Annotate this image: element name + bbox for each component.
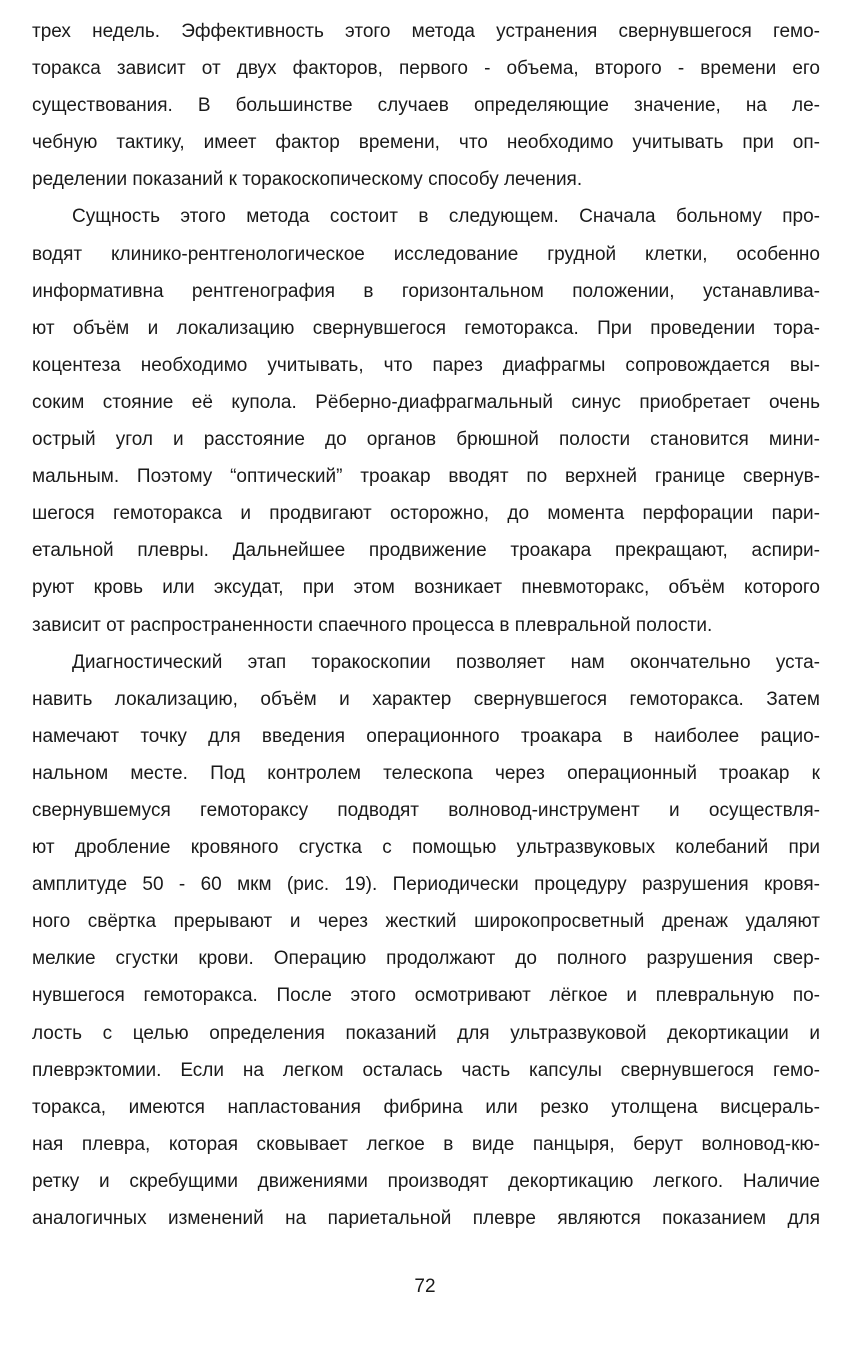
text-line: амплитуде 50 - 60 мкм (рис. 19). Периодически процедуру разрушения кровя- bbox=[32, 874, 820, 896]
paragraph-1 bbox=[32, 13, 820, 198]
text-line: Сущность этого метода состоит в следующем. Сначала больному про- bbox=[72, 206, 820, 228]
page-number: 72 bbox=[414, 1276, 436, 1297]
text-line: торакса, имеются напластования фибрина или резко утолщена висцераль- bbox=[32, 1096, 820, 1118]
text-line: ределении показаний к торакоскопическому способу лечения. bbox=[32, 169, 583, 191]
text-line: ют объём и локализацию свернувшегося гемоторакса. При проведении тора- bbox=[32, 317, 820, 339]
text-line: шегося гемоторакса и продвигают осторожно, до момента перфорации пари- bbox=[32, 503, 820, 525]
text-line: острый угол и расстояние до органов брюшной полости становится мини- bbox=[32, 429, 820, 451]
page-body bbox=[32, 13, 820, 1237]
paragraph-2 bbox=[32, 198, 820, 643]
text-line: лость с целью определения показаний для ультразвуковой декортикации и bbox=[32, 1022, 820, 1044]
text-line: нувшегося гемоторакса. После этого осмотривают лёгкое и плевральную по- bbox=[32, 985, 820, 1007]
text-line: аналогичных изменений на париетальной плевре являются показанием для bbox=[32, 1208, 820, 1229]
text-line: етальной плевры. Дальнейшее продвижение троакара прекращают, аспири- bbox=[32, 540, 820, 562]
text-line: информативна рентгенография в горизонтальном положении, устанавлива- bbox=[32, 280, 820, 302]
text-line: руют кровь или эксудат, при этом возникает пневмоторакс, объём которого bbox=[32, 577, 820, 599]
text-line: навить локализацию, объём и характер свернувшегося гемоторакса. Затем bbox=[32, 688, 820, 710]
text-line: чебную тактику, имеет фактор времени, что необходимо учитывать при оп- bbox=[32, 132, 820, 154]
text-line: ют дробление кровяного сгустка с помощью ультразвуковых колебаний при bbox=[32, 837, 820, 859]
text-line: трех недель. Эффективность этого метода устранения свернувшегося гемо- bbox=[32, 21, 820, 42]
text-line: существования. В большинстве случаев определяющие значение, на ле- bbox=[32, 95, 820, 117]
text-line: намечают точку для введения операционного троакара в наиболее рацио- bbox=[32, 725, 820, 747]
text-line: нальном месте. Под контролем телескопа через операционный троакар к bbox=[32, 762, 820, 784]
text-line: водят клинико-рентгенологическое исследование грудной клетки, особенно bbox=[32, 243, 820, 265]
text-line: мелкие сгустки крови. Операцию продолжают до полного разрушения свер- bbox=[32, 948, 820, 970]
text-line: плеврэктомии. Если на легком осталась часть капсулы свернувшегося гемо- bbox=[32, 1059, 820, 1081]
text-line: ная плевра, которая сковывает легкое в виде панцыря, берут волновод-кю- bbox=[32, 1133, 820, 1155]
text-line: ного свёртка прерывают и через жесткий широкопросветный дренаж удаляют bbox=[32, 911, 820, 933]
text-line: зависит от распространенности спаечного процесса в плевральной полости. bbox=[32, 614, 713, 636]
text-line: свернувшемуся гемотораксу подводят волновод-инструмент и осуществля- bbox=[32, 799, 820, 821]
text-line: Диагностический этап торакоскопии позволяет нам окончательно уста- bbox=[72, 651, 820, 673]
text-line: мальным. Поэтому “оптический” троакар вводят по верхней границе свернув- bbox=[32, 466, 820, 488]
text-line: торакса зависит от двух факторов, первого - объема, второго - времени его bbox=[32, 58, 820, 80]
text-line: коцентеза необходимо учитывать, что парез диафрагмы сопровождается вы- bbox=[32, 354, 820, 376]
text-line: соким стояние её купола. Рёберно-диафрагмальный синус приобретает очень bbox=[32, 391, 820, 413]
text-line: ретку и скребущими движениями производят декортикацию легкого. Наличие bbox=[32, 1170, 820, 1192]
paragraph-3 bbox=[32, 644, 820, 1238]
